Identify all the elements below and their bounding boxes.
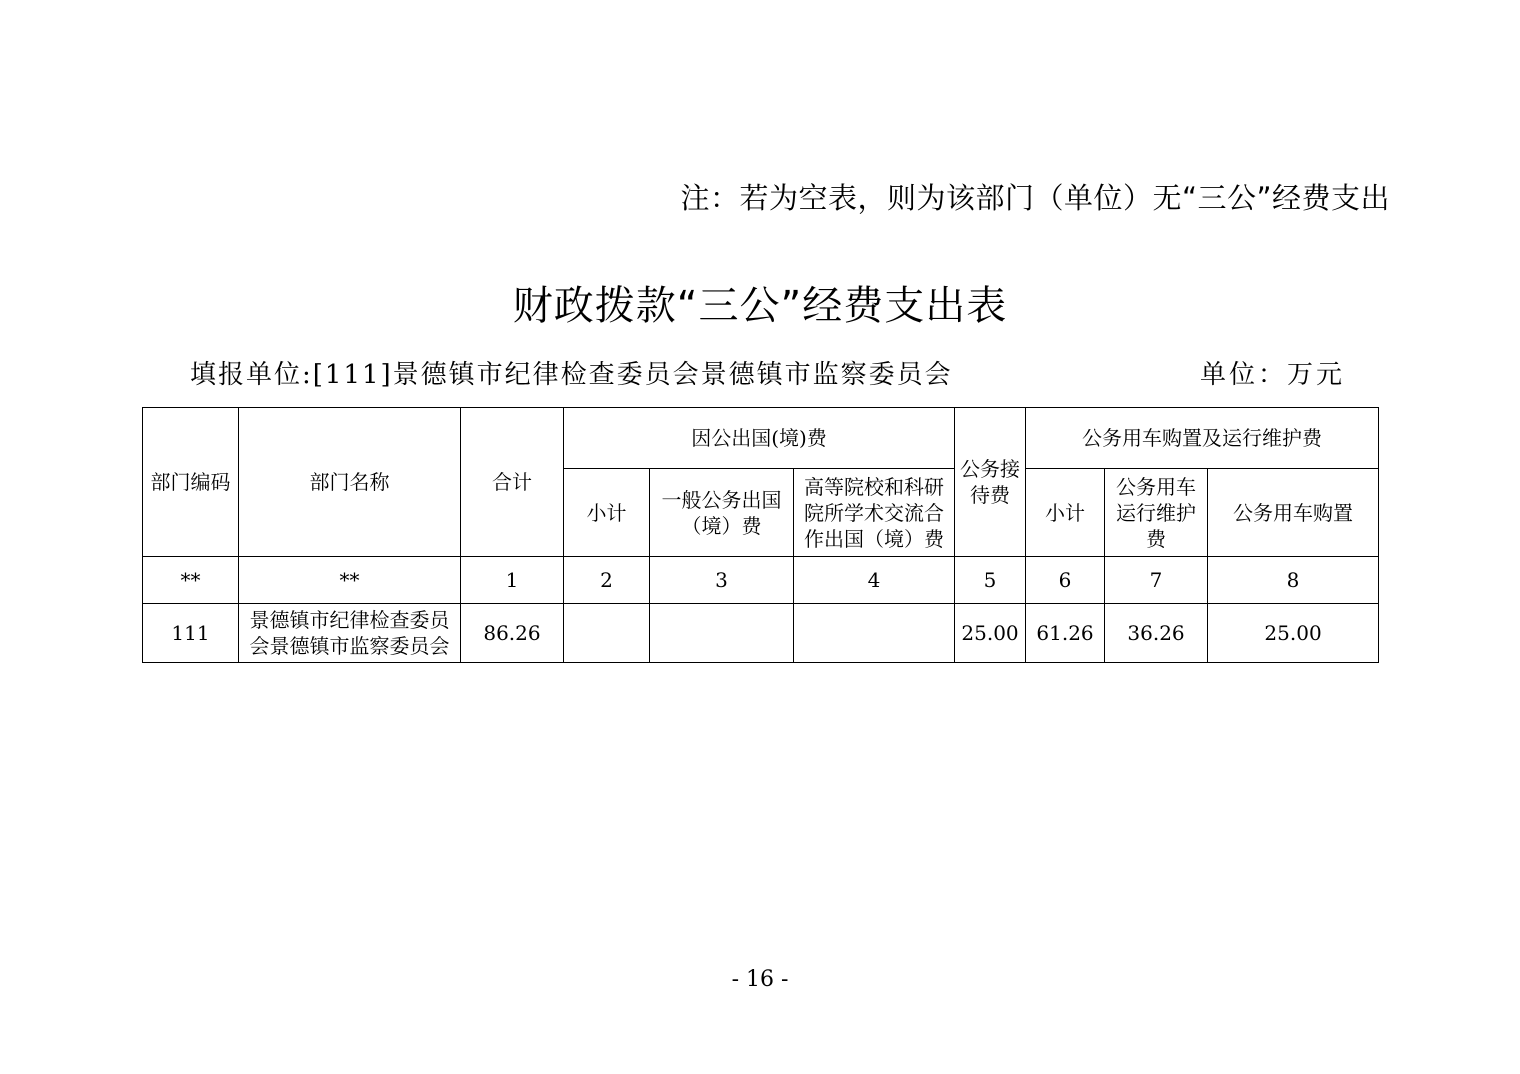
header-vehicle-operation: 公务用车运行维护费 xyxy=(1105,469,1208,557)
header-abroad-general: 一般公务出国（境）费 xyxy=(650,469,794,557)
index-cell: ** xyxy=(239,557,461,604)
page-title: 财政拨款“三公”经费支出表 xyxy=(512,283,1008,329)
index-cell: 3 xyxy=(650,557,794,604)
index-cell: 4 xyxy=(794,557,955,604)
header-dept-code: 部门编码 xyxy=(143,408,239,557)
index-cell: 1 xyxy=(461,557,564,604)
header-reception: 公务接待费 xyxy=(955,408,1026,557)
cell-dept-code: 111 xyxy=(143,604,239,663)
amount-unit: 单位：万元 xyxy=(1200,360,1346,390)
header-abroad-academic: 高等院校和科研院所学术交流合作出国（境）费 xyxy=(794,469,955,557)
expense-table xyxy=(142,407,1379,663)
header-dept-name: 部门名称 xyxy=(239,408,461,557)
cell-abroad-general xyxy=(650,604,794,663)
index-row xyxy=(143,557,1379,604)
cell-vehicle-operation: 36.26 xyxy=(1105,604,1208,663)
cell-reception: 25.00 xyxy=(955,604,1026,663)
table-row xyxy=(143,604,1379,663)
header-row-1 xyxy=(143,408,1379,469)
cell-dept-name: 景德镇市纪律检查委员会景德镇市监察委员会 xyxy=(239,604,461,663)
header-abroad-group: 因公出国(境)费 xyxy=(564,408,955,469)
cell-abroad-academic xyxy=(794,604,955,663)
header-vehicle-group: 公务用车购置及运行维护费 xyxy=(1026,408,1379,469)
index-cell: 8 xyxy=(1208,557,1379,604)
index-cell: 2 xyxy=(564,557,650,604)
cell-vehicle-purchase: 25.00 xyxy=(1208,604,1379,663)
index-cell: 6 xyxy=(1026,557,1105,604)
empty-table-note: 注：若为空表，则为该部门（单位）无“三公”经费支出 xyxy=(680,181,1390,215)
index-cell: 7 xyxy=(1105,557,1208,604)
cell-total: 86.26 xyxy=(461,604,564,663)
header-total: 合计 xyxy=(461,408,564,557)
reporting-unit: 填报单位:[111]景德镇市纪律检查委员会景德镇市监察委员会 xyxy=(190,360,953,390)
header-abroad-subtotal: 小计 xyxy=(564,469,650,557)
header-vehicle-purchase: 公务用车购置 xyxy=(1208,469,1379,557)
page-number: - 16 - xyxy=(731,967,789,992)
index-cell: ** xyxy=(143,557,239,604)
cell-vehicle-subtotal: 61.26 xyxy=(1026,604,1105,663)
cell-abroad-subtotal xyxy=(564,604,650,663)
index-cell: 5 xyxy=(955,557,1026,604)
header-vehicle-subtotal: 小计 xyxy=(1026,469,1105,557)
